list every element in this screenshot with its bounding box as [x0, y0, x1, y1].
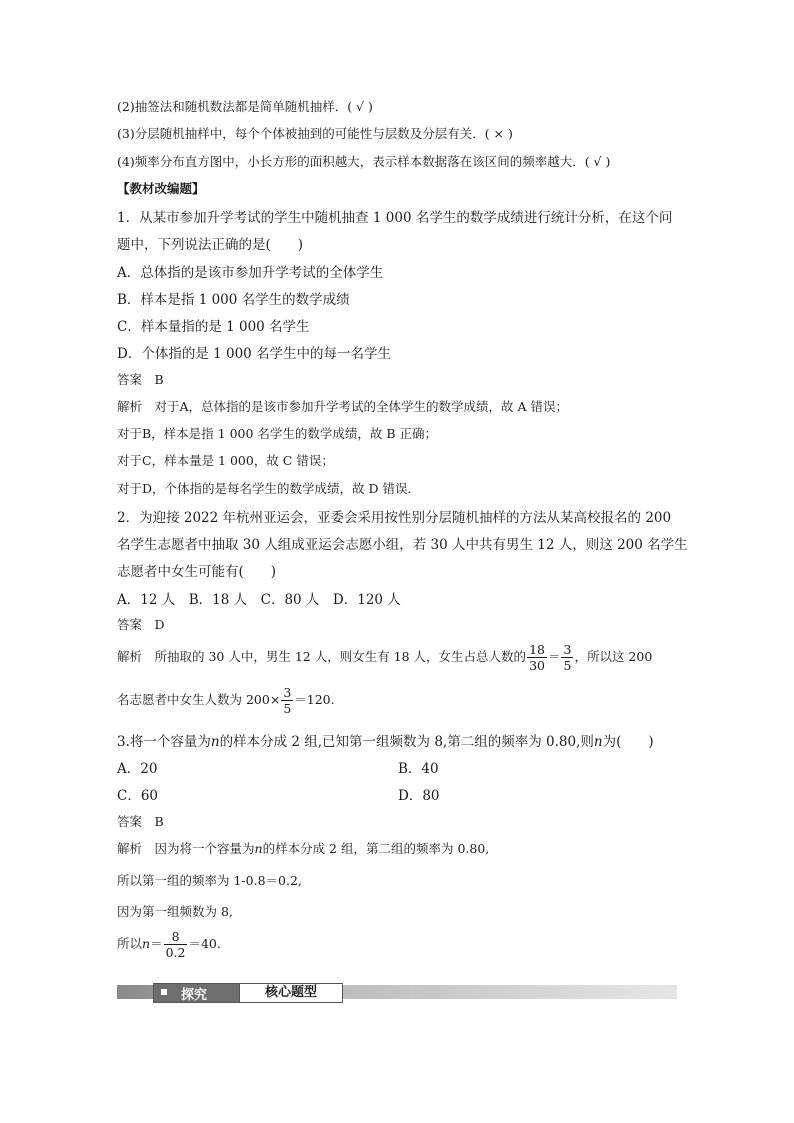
q1-analysis-4: 对于D，个体指的是每名学生的数学成绩，故 D 错误． — [117, 481, 420, 496]
fraction-3-5 — [561, 642, 573, 673]
fraction-3-5-b — [281, 685, 293, 716]
q3-option-b: B．40 — [398, 761, 439, 777]
q3-analysis-a1: 解析 因为将一个容量为 — [117, 841, 255, 856]
banner-left-label: 探究 — [181, 988, 208, 1003]
q1-option-a: A．总体指的是该市参加升学考试的全体学生 — [117, 265, 384, 281]
frac2-den: 5 — [563, 658, 572, 673]
q1-option-d: D．个体指的是 1 000 名学生中的每一名学生 — [117, 346, 392, 362]
q2-stem-line3: 志愿者中女生可能有( ) — [117, 564, 277, 580]
q1-stem-line2: 题中，下列说法正确的是( ) — [117, 237, 304, 253]
q3-stem-b: 的样本分成 2 组,已知第一组频数为 8,第二组的频率为 0.80,则 — [219, 734, 594, 750]
q2-analysis-line1 — [117, 642, 652, 673]
frac2-num: 3 — [563, 642, 572, 657]
q1-analysis-2: 对于B，样本是指 1 000 名学生的数学成绩，故 B 正确； — [117, 426, 438, 441]
frac-den: 0.2 — [165, 945, 186, 960]
frac-num: 8 — [164, 929, 188, 945]
frac1-num: 18 — [529, 642, 545, 657]
fraction-18-30 — [527, 642, 547, 673]
q2-analysis-text-b: ，所以这 200 — [574, 649, 653, 664]
q3-option-c: C．60 — [117, 788, 159, 804]
var-n-2: n — [593, 734, 603, 750]
q2-answer: 答案 D — [117, 617, 165, 632]
frac3-num: 3 — [283, 685, 292, 700]
banner-square-icon — [161, 989, 167, 995]
q3-stem-a: 3.将一个容量为 — [117, 734, 211, 750]
q2-stem-line1: 2．为迎接 2022 年杭州亚运会，亚委会采用按性别分层随机抽样的方法从某高校报名的 200 — [117, 510, 672, 526]
var-n: n — [210, 734, 220, 750]
q1-analysis-1: 解析 对于A，总体指的是该市参加升学考试的全体学生的数学成绩，故 A 错误； — [117, 399, 569, 414]
equals-sign: ＝ — [547, 649, 561, 664]
q2-analysis-text-c: 名志愿者中女生人数为 200× — [117, 692, 281, 707]
judgment-3: (3)分层随机抽样中，每个个体被抽到的可能性与层数及分层有关．( × ) — [117, 126, 513, 141]
fraction-8-0.2 — [164, 929, 188, 960]
q2-analysis-line2 — [117, 685, 335, 716]
q2-analysis-text-a: 解析 所抽取的 30 人中，男生 12 人，则女生有 18 人，女生占总人数的 — [117, 649, 527, 664]
frac3-den: 5 — [283, 701, 292, 716]
judgment-2: (2)抽签法和随机数法都是简单随机抽样．( √ ) — [117, 99, 373, 114]
q3-option-d: D．80 — [398, 788, 440, 804]
q3-analysis-1 — [117, 839, 489, 857]
q3-option-a: A．20 — [117, 761, 158, 777]
q3-stem-c: 为( ) — [602, 734, 654, 750]
q3-analysis-2: 所以第一组的频率为 1-0.8＝0.2, — [117, 873, 302, 888]
section-label: 【教材改编题】 — [117, 181, 205, 196]
q3-analysis-a2: 的样本分成 2 组，第二组的频率为 0.80, — [262, 841, 490, 856]
q3-analysis-3: 因为第一组频数为 8, — [117, 904, 233, 919]
q1-option-c: C．样本量指的是 1 000 名学生 — [117, 319, 310, 335]
q1-analysis-3: 对于C，样本量是 1 000，故 C 错误； — [117, 453, 334, 468]
q3-stem — [117, 730, 654, 750]
q1-stem-line1: 1．从某市参加升学考试的学生中随机抽查 1 000 名学生的数学成绩进行统计分析，在这个问 — [117, 210, 673, 226]
q3-answer: 答案 B — [117, 814, 164, 829]
var-n-3: n — [254, 841, 263, 856]
q3-analysis-4 — [117, 929, 221, 960]
banner-right-label: 核心题型 — [239, 983, 343, 1003]
q1-answer: 答案 B — [117, 372, 164, 387]
frac1-den: 30 — [529, 658, 545, 673]
section-banner — [117, 983, 677, 1003]
q3-analysis-d3: ＝40. — [188, 936, 221, 951]
q3-analysis-d1: 所以 — [117, 936, 143, 951]
q2-stem-line2: 名学生志愿者中抽取 30 人组成亚运会志愿小组，若 30 人中共有男生 12 人，则这 200 名学生 — [117, 537, 688, 553]
judgment-4: (4)频率分布直方图中，小长方形的面积越大，表示样本数据落在该区间的频率越大．( √ ) — [117, 154, 611, 169]
q3-analysis-d2: ＝ — [150, 936, 163, 951]
q1-option-b: B．样本是指 1 000 名学生的数学成绩 — [117, 292, 350, 308]
var-n-4: n — [142, 936, 151, 951]
q2-analysis-text-d: ＝120. — [294, 692, 335, 707]
q2-options: A．12 人 B．18 人 C．80 人 D．120 人 — [117, 592, 401, 608]
